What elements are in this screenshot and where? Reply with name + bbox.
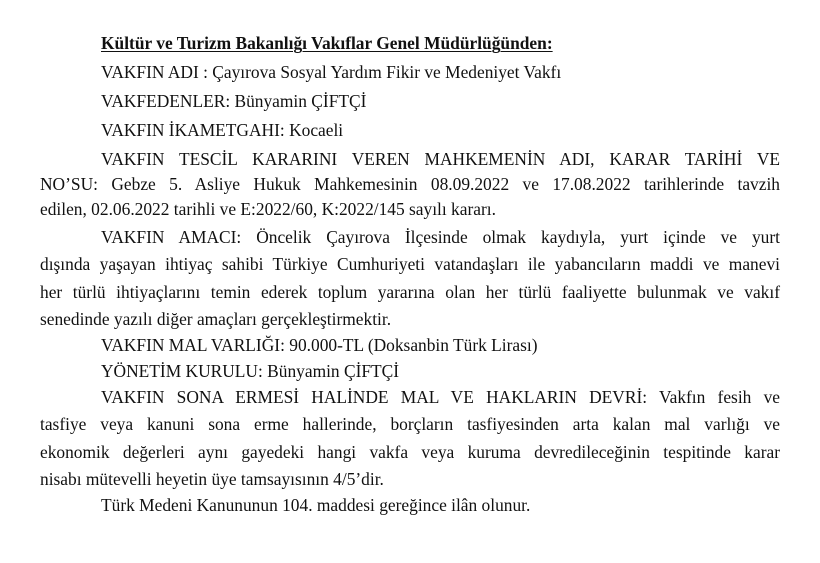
- dissolution-line-2: tasfiye veya kanuni sona erme hallerinde, borçların tasfiyesinden arta kalan mal varlığı ve: [40, 414, 780, 434]
- purpose-line-2: dışında yaşayan ihtiyaç sahibi Türkiye Cumhuriyeti vatandaşları ile yabancıların maddi ve manevi: [40, 254, 780, 274]
- dissolution-line-1: VAKFIN SONA ERMESİ HALİNDE MAL VE HAKLARIN DEVRİ: Vakfın fesih ve: [101, 387, 780, 407]
- registration-line-1: VAKFIN TESCİL KARARINI VEREN MAHKEMENİN ADI, KARAR TARİHİ VE: [101, 149, 780, 169]
- closing-notice: Türk Medeni Kanununun 104. maddesi gereğince ilân olunur.: [101, 495, 531, 515]
- dissolution-line-3: ekonomik değerleri aynı gayedeki hangi vakfa veya kuruma devredileceğinin tespitinde karar: [40, 442, 780, 462]
- foundation-name: VAKFIN ADI : Çayırova Sosyal Yardım Fikir ve Medeniyet Vakfı: [101, 62, 562, 82]
- domicile: VAKFIN İKAMETGAHI: Kocaeli: [101, 120, 344, 140]
- board-of-directors: YÖNETİM KURULU: Bünyamin ÇİFTÇİ: [101, 361, 400, 381]
- purpose-line-4: senedinde yazılı diğer amaçları gerçekleştirmektir.: [40, 309, 392, 329]
- registration-line-3: edilen, 02.06.2022 tarihli ve E:2022/60, K:2022/145 sayılı kararı.: [40, 199, 496, 219]
- document-heading: Kültür ve Turizm Bakanlığı Vakıflar Genel Müdürlüğünden:: [101, 33, 553, 53]
- purpose-line-1: VAKFIN AMACI: Öncelik Çayırova İlçesinde olmak kaydıyla, yurt içinde ve yurt: [101, 227, 780, 247]
- assets: VAKFIN MAL VARLIĞI: 90.000-TL (Doksanbin Türk Lirası): [101, 335, 538, 355]
- founders: VAKFEDENLER: Bünyamin ÇİFTÇİ: [101, 91, 367, 111]
- purpose-line-3: her türlü ihtiyaçlarını temin ederek toplum yararına olan her türlü faaliyette bulunmak ve vakıf: [40, 282, 780, 302]
- dissolution-line-4: nisabı mütevelli heyetin üye tamsayısının 4/5’dir.: [40, 469, 384, 489]
- registration-line-2: NO’SU: Gebze 5. Asliye Hukuk Mahkemesinin 08.09.2022 ve 17.08.2022 tarihlerinde tavzih: [40, 174, 780, 194]
